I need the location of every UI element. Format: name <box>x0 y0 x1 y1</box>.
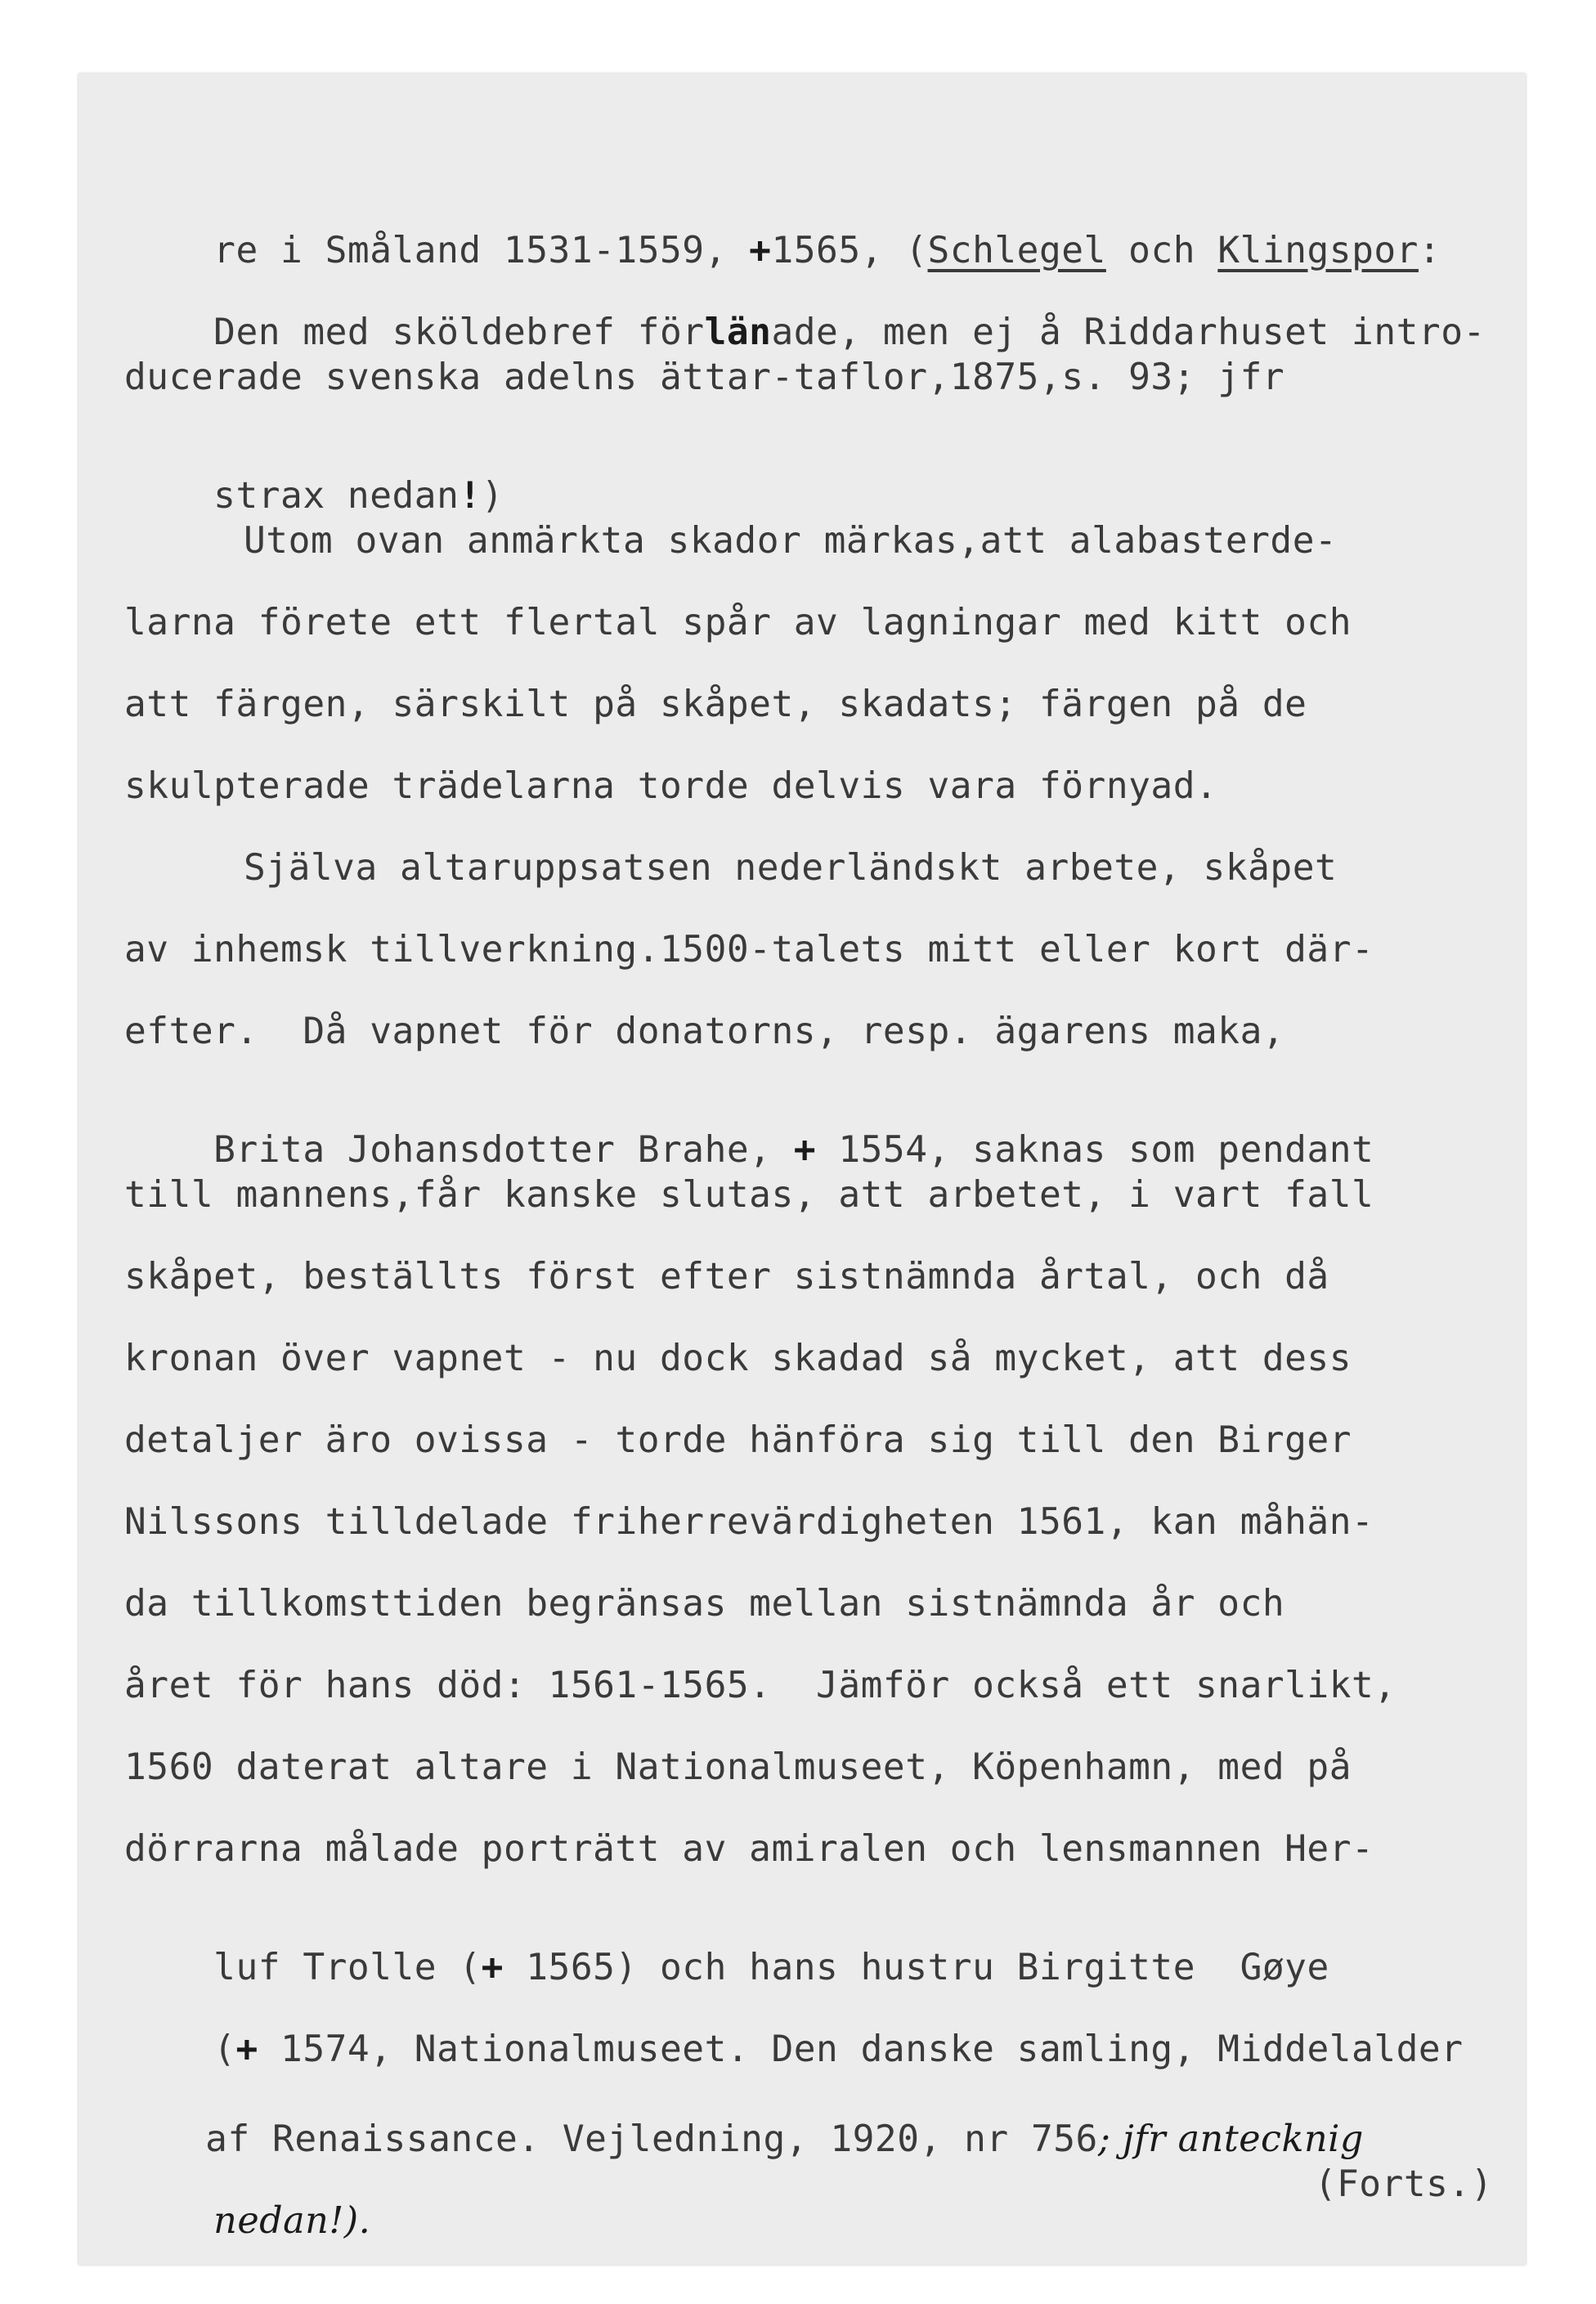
line-24-part-a: af Renaissance. Vejledning, 1920, nr 756 <box>205 2118 1098 2160</box>
underlined-klingspor: Klingspor <box>1217 229 1419 271</box>
text-line-10: av inhemsk tillverkning.1500-talets mitt eller kort där- <box>124 929 1374 970</box>
dagger-mark: + <box>481 1946 504 1988</box>
handwritten-exclamation: ! <box>459 474 482 517</box>
text-line-14: skåpet, beställts först efter sistnämnda årtal, och då <box>124 1256 1329 1298</box>
dagger-mark: + <box>235 2028 258 2070</box>
line-23-part-b: 1574, Nationalmuseet. Den danske samling, Middelalder <box>258 2028 1464 2070</box>
line-1-part-b: 1565, ( <box>771 229 928 271</box>
text-line-20: 1560 daterat altare i Nationalmuseet, Köpenhamn, med på <box>124 1746 1352 1788</box>
text-line-18: da tillkomsttiden begränsas mellan sistnämnda år och <box>124 1583 1285 1625</box>
text-line-19: året för hans död: 1561-1565. Jämför också ett snarlikt, <box>124 1665 1396 1706</box>
line-4-part-a: strax nedan <box>213 474 460 517</box>
text-line-6: larna förete ett flertal spår av lagningar med kitt och <box>124 602 1352 643</box>
handwritten-note-continued: nedan!). <box>213 2199 371 2242</box>
line-22-part-a: luf Trolle ( <box>213 1946 482 1988</box>
dagger-mark: + <box>749 229 772 271</box>
handwritten-note: ; jfr antecknig <box>1097 2118 1364 2160</box>
text-line-5: Utom ovan anmärkta skador märkas,att alabasterde- <box>244 520 1338 562</box>
text-line-16: detaljer äro ovissa - torde hänföra sig till den Birger <box>124 1419 1352 1461</box>
dagger-mark: + <box>793 1128 817 1171</box>
text-line-9: Själva altaruppsatsen nederländskt arbete, skåpet <box>244 847 1338 889</box>
text-line-3: ducerade svenska adelns ättar-taflor,1875,s. 93; jfr <box>124 356 1285 398</box>
text-line-11: efter. Då vapnet för donatorns, resp. ägarens maka, <box>124 1011 1285 1052</box>
underlined-schlegel: Schlegel <box>927 229 1106 271</box>
line-12-part-b: 1554, saknas som pendant <box>816 1128 1374 1171</box>
line-12-part-a: Brita Johansdotter Brahe, <box>213 1128 794 1171</box>
text-line-21: dörrarna målade porträtt av amiralen och lensmannen Her- <box>124 1828 1374 1870</box>
paper-sheet <box>78 74 1526 2265</box>
text-line-13: till mannens,får kanske slutas, att arbetet, i vart fall <box>124 1174 1374 1216</box>
line-2-part-b: ade, men ej å Riddarhuset intro- <box>771 311 1486 353</box>
text-line-17: Nilssons tilldelade friherrevärdigheten 1561, kan måhän- <box>124 1501 1374 1543</box>
handwritten-correction: län <box>704 311 772 353</box>
text-line-15: kronan över vapnet - nu dock skadad så mycket, att dess <box>124 1338 1352 1379</box>
line-22-part-b: 1565) och hans hustru Birgitte Gøye <box>503 1946 1329 1988</box>
text-line-8: skulpterade trädelarna torde delvis vara förnyad. <box>124 765 1218 807</box>
text-line-7: att färgen, särskilt på skåpet, skadats; färgen på de <box>124 684 1307 725</box>
line-2-part-a: Den med sköldebref för <box>213 311 705 353</box>
line-1-part-d: : <box>1418 229 1441 271</box>
line-4-part-b: ) <box>481 474 504 517</box>
line-1-part-a: re i Småland 1531-1559, <box>213 229 750 271</box>
continuation-marker: (Forts.) <box>1314 2163 1493 2205</box>
line-1-part-c: och <box>1105 229 1218 271</box>
line-23-part-a: ( <box>213 2028 236 2070</box>
